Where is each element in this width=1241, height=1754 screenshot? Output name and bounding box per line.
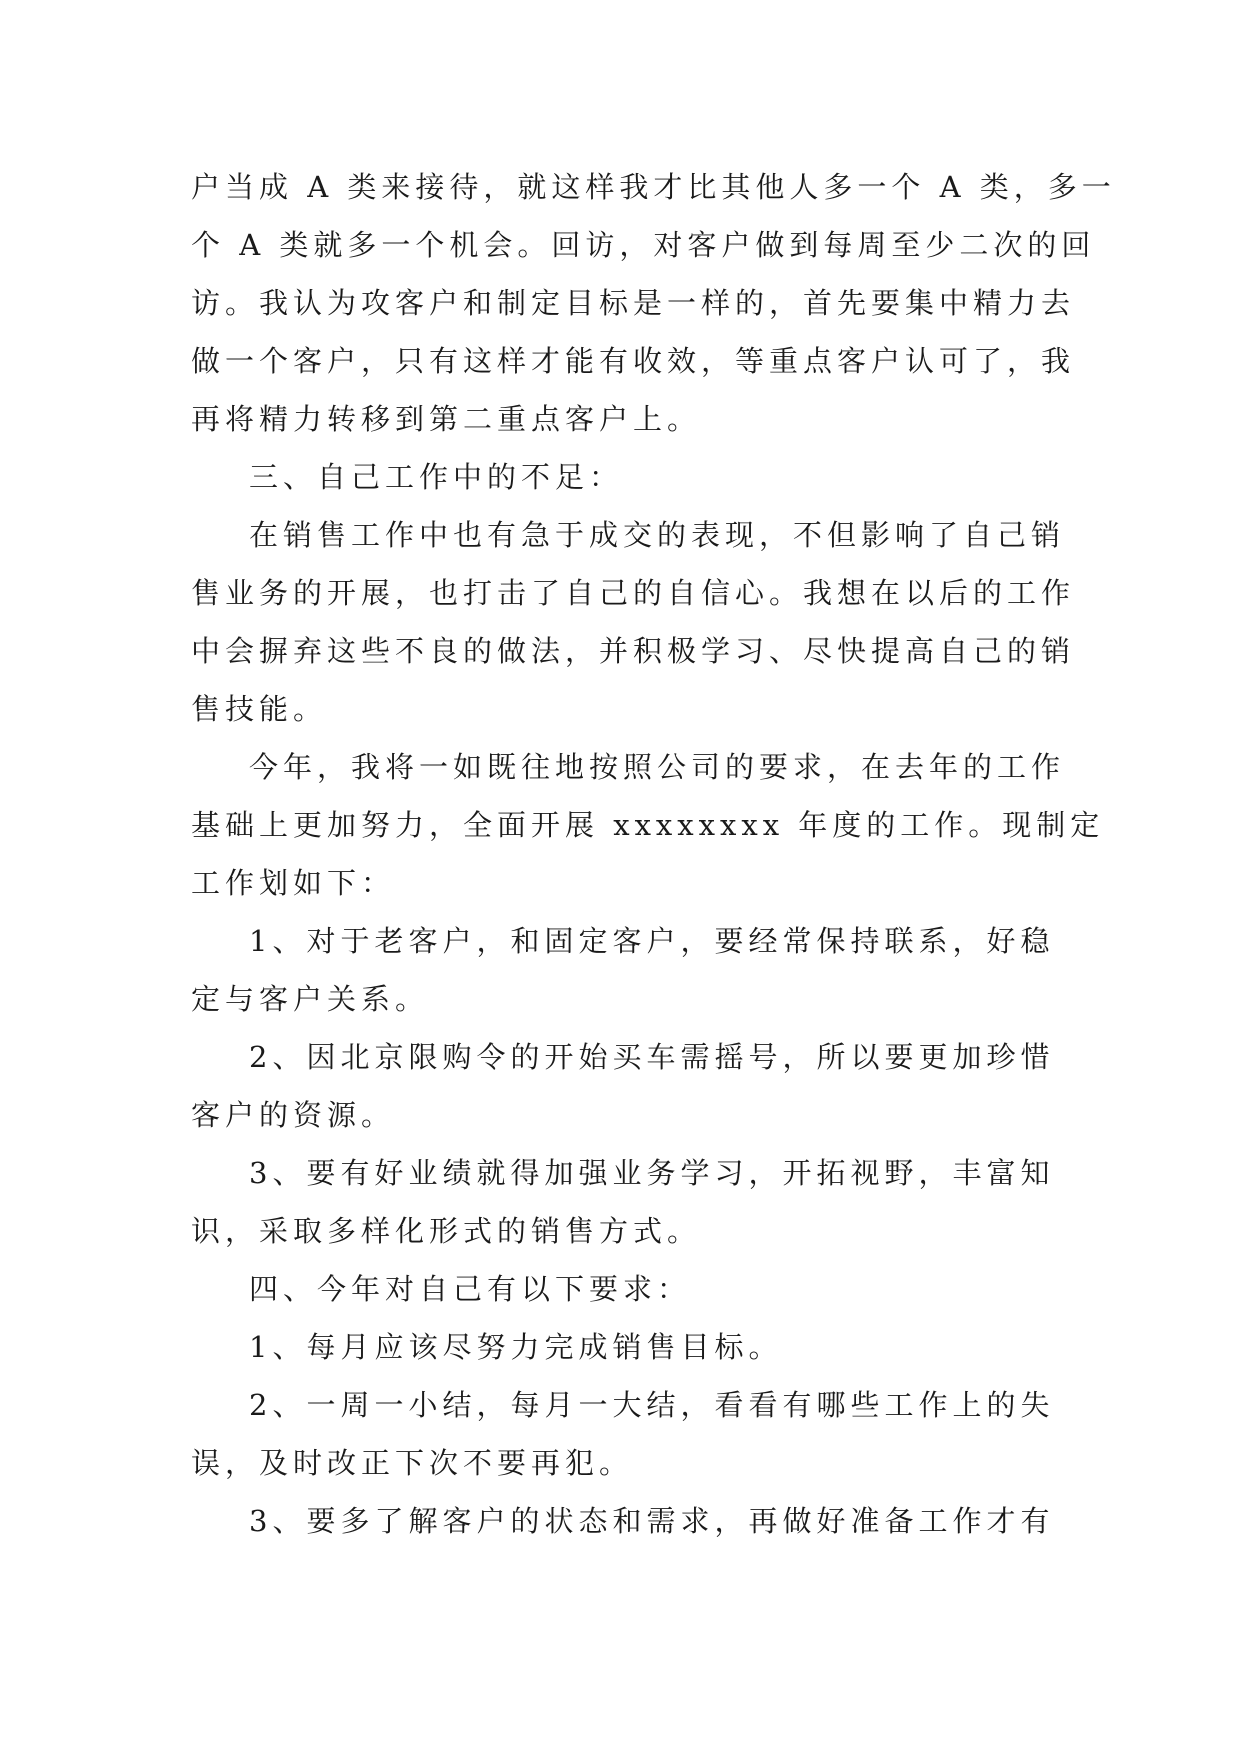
text-line: 售技能。 — [191, 692, 328, 726]
list-item: 1、对于老客户，和固定客户，要经常保持联系，好稳 — [249, 924, 1055, 958]
list-item: 2、一周一小结，每月一大结，看看有哪些工作上的失 — [249, 1388, 1055, 1422]
text-line: 中会摒弃这些不良的做法，并积极学习、尽快提高自己的销 — [191, 634, 1076, 668]
list-item: 2、因北京限购令的开始买车需摇号，所以要更加珍惜 — [249, 1040, 1055, 1074]
section-heading: 三、自己工作中的不足： — [249, 460, 624, 494]
text-line: 定与客户关系。 — [191, 982, 430, 1016]
text-line: 今年，我将一如既往地按照公司的要求，在去年的工作 — [249, 750, 1066, 784]
text-line: 再将精力转移到第二重点客户上。 — [191, 402, 702, 436]
text-line: 工作划如下： — [191, 866, 396, 900]
text-line: 基础上更加努力，全面开展 xxxxxxxx 年度的工作。现制定 — [191, 808, 1105, 842]
text-line: 客户的资源。 — [191, 1098, 396, 1132]
section-heading: 四、今年对自己有以下要求： — [249, 1272, 692, 1306]
text-line: 做一个客户，只有这样才能有收效，等重点客户认可了，我 — [191, 344, 1076, 378]
text-line: 户当成 A 类来接待，就这样我才比其他人多一个 A 类，多一 — [191, 170, 1116, 204]
text-line: 访。我认为攻客户和制定目标是一样的，首先要集中精力去 — [191, 286, 1076, 320]
list-item: 3、要有好业绩就得加强业务学习，开拓视野，丰富知 — [249, 1156, 1055, 1190]
text-line: 售业务的开展，也打击了自己的自信心。我想在以后的工作 — [191, 576, 1076, 610]
body-text — [191, 158, 1116, 1550]
text-line: 个 A 类就多一个机会。回访，对客户做到每周至少二次的回 — [191, 228, 1096, 262]
text-line: 识，采取多样化形式的销售方式。 — [191, 1214, 702, 1248]
text-line: 误，及时改正下次不要再犯。 — [191, 1446, 634, 1480]
text-line: 在销售工作中也有急于成交的表现，不但影响了自己销 — [249, 518, 1066, 552]
list-item: 3、要多了解客户的状态和需求，再做好准备工作才有 — [249, 1504, 1055, 1538]
list-item: 1、每月应该尽努力完成销售目标。 — [249, 1330, 783, 1364]
